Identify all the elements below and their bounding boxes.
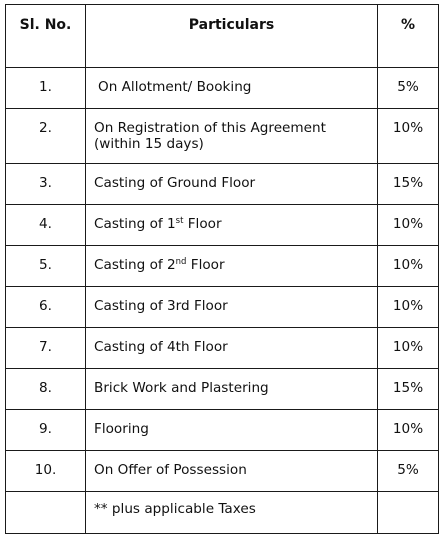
row-particulars: Flooring (86, 410, 378, 451)
footer-percent-empty (378, 492, 439, 534)
row-sl: 2. (6, 109, 86, 164)
footer-sl-empty (6, 492, 86, 534)
row-particulars: On Allotment/ Booking (86, 68, 378, 109)
row-percent: 10% (378, 109, 439, 164)
row-particulars (86, 205, 378, 246)
particulars-text: Floor (183, 216, 222, 232)
header-sl-no: Sl. No. (6, 5, 86, 68)
row-percent: 5% (378, 68, 439, 109)
row-percent: 10% (378, 246, 439, 287)
row-particulars: Casting of Ground Floor (86, 164, 378, 205)
row-particulars: On Offer of Possession (86, 451, 378, 492)
header-particulars: Particulars (86, 5, 378, 68)
payment-schedule-table (5, 4, 439, 534)
particulars-text: Casting of 1 (94, 216, 176, 232)
row-percent: 15% (378, 164, 439, 205)
row-sl: 10. (6, 451, 86, 492)
table-footer-row (6, 492, 439, 534)
row-sl: 3. (6, 164, 86, 205)
row-particulars: Casting of 4th Floor (86, 328, 378, 369)
row-particulars: Casting of 3rd Floor (86, 287, 378, 328)
table-row (6, 451, 439, 492)
table-header-row (6, 5, 439, 68)
row-sl: 5. (6, 246, 86, 287)
table-row (6, 369, 439, 410)
row-particulars: On Registration of this Agreement (within 15 days) (86, 109, 378, 164)
particulars-text: Floor (186, 257, 225, 273)
row-sl: 1. (6, 68, 86, 109)
table-row (6, 328, 439, 369)
row-percent: 10% (378, 410, 439, 451)
ordinal-suffix: nd (175, 257, 187, 267)
table-row (6, 410, 439, 451)
table-row (6, 68, 439, 109)
table-row (6, 164, 439, 205)
table-row (6, 246, 439, 287)
row-particulars: Brick Work and Plastering (86, 369, 378, 410)
row-sl: 9. (6, 410, 86, 451)
row-sl: 7. (6, 328, 86, 369)
row-percent: 15% (378, 369, 439, 410)
ordinal-suffix: st (175, 216, 184, 226)
row-sl: 6. (6, 287, 86, 328)
row-percent: 10% (378, 205, 439, 246)
table-row (6, 109, 439, 164)
row-percent: 10% (378, 287, 439, 328)
table-row (6, 287, 439, 328)
row-sl: 4. (6, 205, 86, 246)
row-particulars (86, 246, 378, 287)
particulars-text: Casting of 2 (94, 257, 176, 273)
table-row (6, 205, 439, 246)
footer-note: ** plus applicable Taxes (86, 492, 378, 534)
row-percent: 5% (378, 451, 439, 492)
header-percent: % (378, 5, 439, 68)
row-sl: 8. (6, 369, 86, 410)
row-percent: 10% (378, 328, 439, 369)
